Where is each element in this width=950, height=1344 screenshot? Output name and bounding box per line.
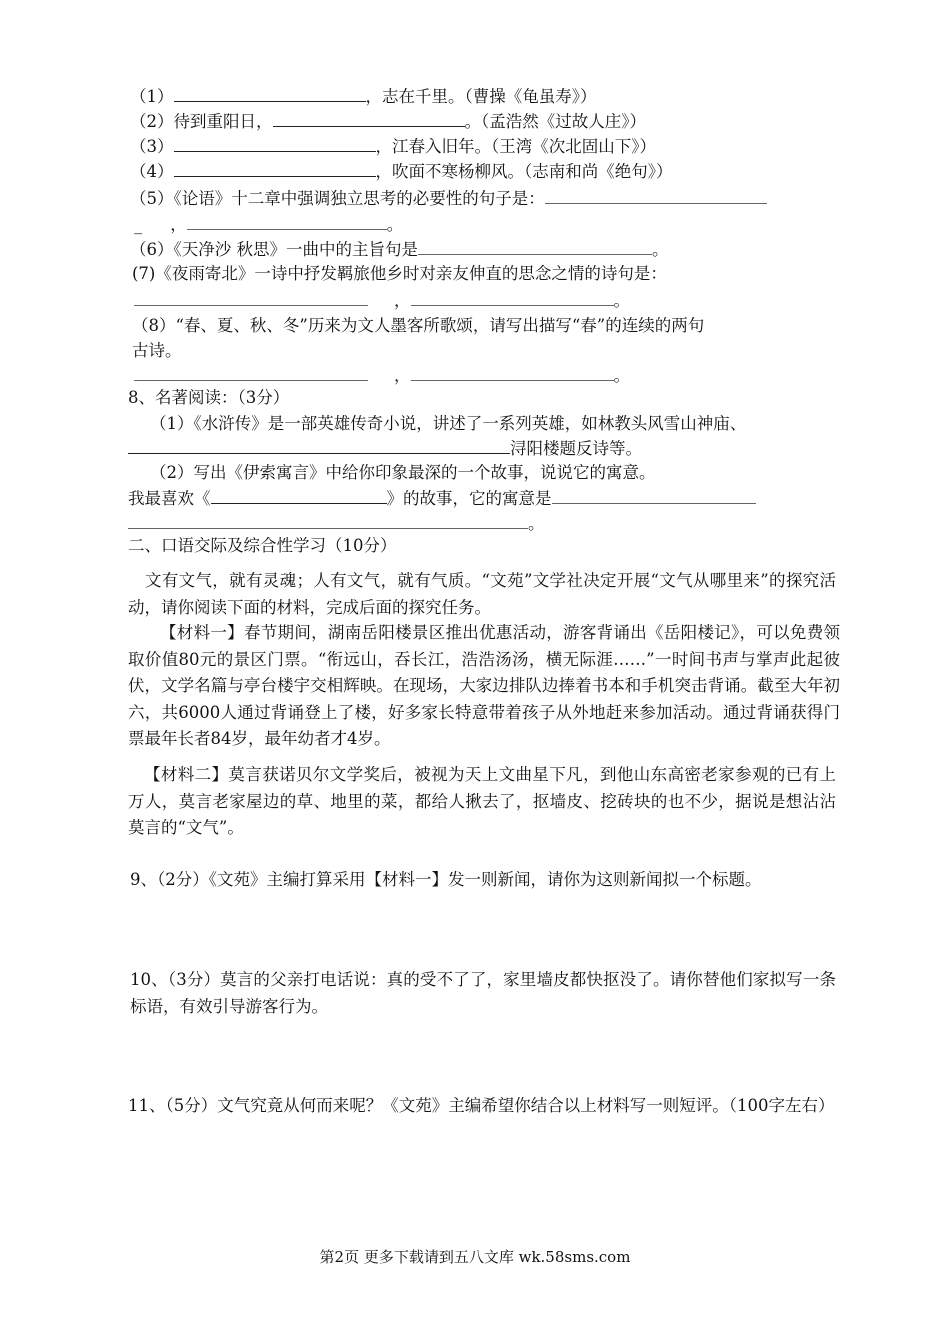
- question-11: 11、（5分）文气究竟从何而来呢？《文苑》主编希望你结合以上材料写一则短评。（100字左右）: [128, 1096, 835, 1115]
- comma: ，: [394, 366, 411, 385]
- question-10: 10、（3分）莫言的父亲打电话说：真的受不了了，家里墙皮都快抠没了。请你替他们家拟写一条标语，有效引导游客行为。: [130, 970, 836, 1016]
- q7-item-8-continued: [132, 339, 182, 363]
- item-number: （1）: [130, 87, 174, 106]
- section-two-intro: 文有文气，就有灵魂；人有文气，就有气质。“文苑”文学社决定开展“文气从哪里来”的探究活动，请你阅读下面的材料，完成后面的探究任务。: [128, 571, 836, 617]
- q7-item-7-answer: [134, 288, 630, 313]
- period: 。: [652, 240, 669, 259]
- q7-item-5-continued: [134, 212, 403, 237]
- item-text: ，志在千里。（曹操《龟虽寿》）: [365, 87, 597, 106]
- item-text: （6）《天净沙 秋思》一曲中的主旨句是: [130, 240, 418, 259]
- item-text: 浔阳楼题反诗等。: [510, 439, 642, 458]
- item-text: 我最喜欢《: [128, 489, 211, 508]
- q8-part-2-answer-continued: [128, 511, 545, 536]
- material-one: 【材料一】春节期间，湖南岳阳楼景区推出优惠活动，游客背诵出《岳阳楼记》，可以免费领取价值80元的景区门票。“衔远山，吞长江，浩浩汤汤，横无际涯……”一时间书声与掌声此起彼伏，文学名篇与亭台楼宇交相辉映。在现场，大家边排队边捧着书本和手机突击背诵。截至大年初六，共6000人通过背诵登上了楼，好多家长特意带着孩子从外地赶来参加活动。通过背诵获得门票最年长者84岁，最年幼者才4岁。: [128, 623, 840, 748]
- underscore-mark: _: [134, 215, 143, 234]
- item-text: （8）“春、夏、秋、冬”历来为文人墨客所歌颂，请写出描写“春”的连续的两句: [132, 316, 705, 335]
- comma: ，: [170, 215, 187, 234]
- q7-item-3: [130, 134, 656, 159]
- q8-title: 8、名著阅读：（3分）: [128, 388, 290, 407]
- q8-part-2-answer: [128, 486, 756, 511]
- section-two-title: 二、口语交际及综合性学习（10分）: [128, 536, 397, 555]
- item-text: 古诗。: [132, 341, 182, 360]
- material-two: 【材料二】莫言获诺贝尔文学奖后，被视为天上文曲星下凡，到他山东高密老家参观的已有上万人，莫言老家屋边的草、地里的菜，都给人揪去了，抠墙皮、挖砖块的也不少，据说是想沾沾莫言的“文气”。: [128, 765, 836, 837]
- item-number: （4）: [130, 162, 174, 181]
- item-text: ，吹面不寒杨柳风。（志南和尚《绝句》）: [375, 162, 673, 181]
- q7-item-4: [130, 159, 673, 184]
- q7-item-5: [130, 186, 767, 211]
- answer-blank[interactable]: [134, 288, 368, 306]
- answer-blank[interactable]: [128, 511, 528, 529]
- answer-blank[interactable]: [411, 288, 614, 306]
- item-text: 。（孟浩然《过故人庄》）: [464, 112, 646, 131]
- item-text: (7)《夜雨寄北》一诗中抒发羁旅他乡时对亲友伸直的思念之情的诗句是：: [132, 264, 667, 283]
- period: 。: [528, 514, 545, 533]
- q7-item-2: [130, 109, 646, 134]
- q7-item-7: [132, 262, 667, 286]
- item-number: （3）: [130, 137, 174, 156]
- comma: ，: [394, 291, 411, 310]
- answer-blank[interactable]: [411, 363, 614, 381]
- answer-blank[interactable]: [174, 159, 376, 177]
- page-footer: 第2页 更多下载请到五八文库 wk.58sms.com: [319, 1248, 631, 1266]
- q8-part-1-continued: [128, 436, 642, 461]
- period: 。: [613, 366, 630, 385]
- answer-blank[interactable]: [552, 486, 756, 504]
- answer-blank[interactable]: [418, 237, 652, 255]
- answer-blank[interactable]: [273, 109, 465, 127]
- answer-blank[interactable]: [174, 84, 366, 102]
- q7-item-6: [130, 237, 669, 262]
- q8-part-2: （2）写出《伊索寓言》中给你印象最深的一个故事，说说它的寓意。: [150, 463, 656, 482]
- answer-blank[interactable]: [128, 436, 510, 454]
- item-text: ，江春入旧年。（王湾《次北固山下》）: [375, 137, 656, 156]
- period: 。: [613, 291, 630, 310]
- q8-part-1: （1）《水浒传》是一部英雄传奇小说，讲述了一系列英雄，如林教头风雪山神庙、: [150, 414, 747, 433]
- period: 。: [386, 215, 404, 234]
- item-text: （2）待到重阳日，: [130, 112, 273, 131]
- answer-blank[interactable]: [174, 134, 376, 152]
- q7-item-8: [132, 314, 704, 338]
- answer-blank[interactable]: [187, 212, 387, 230]
- answer-blank[interactable]: [134, 363, 368, 381]
- item-text: 》的故事，它的寓意是: [386, 489, 552, 508]
- q7-item-8-answer: [134, 363, 630, 388]
- item-text: （5）《论语》十二章中强调独立思考的必要性的句子是：: [130, 189, 545, 208]
- q7-item-1: [130, 84, 597, 109]
- question-9: 9、（2分）《文苑》主编打算采用【材料一】发一则新闻，请你为这则新闻拟一个标题。: [130, 870, 762, 889]
- answer-blank[interactable]: [211, 486, 387, 504]
- answer-blank[interactable]: [545, 186, 767, 204]
